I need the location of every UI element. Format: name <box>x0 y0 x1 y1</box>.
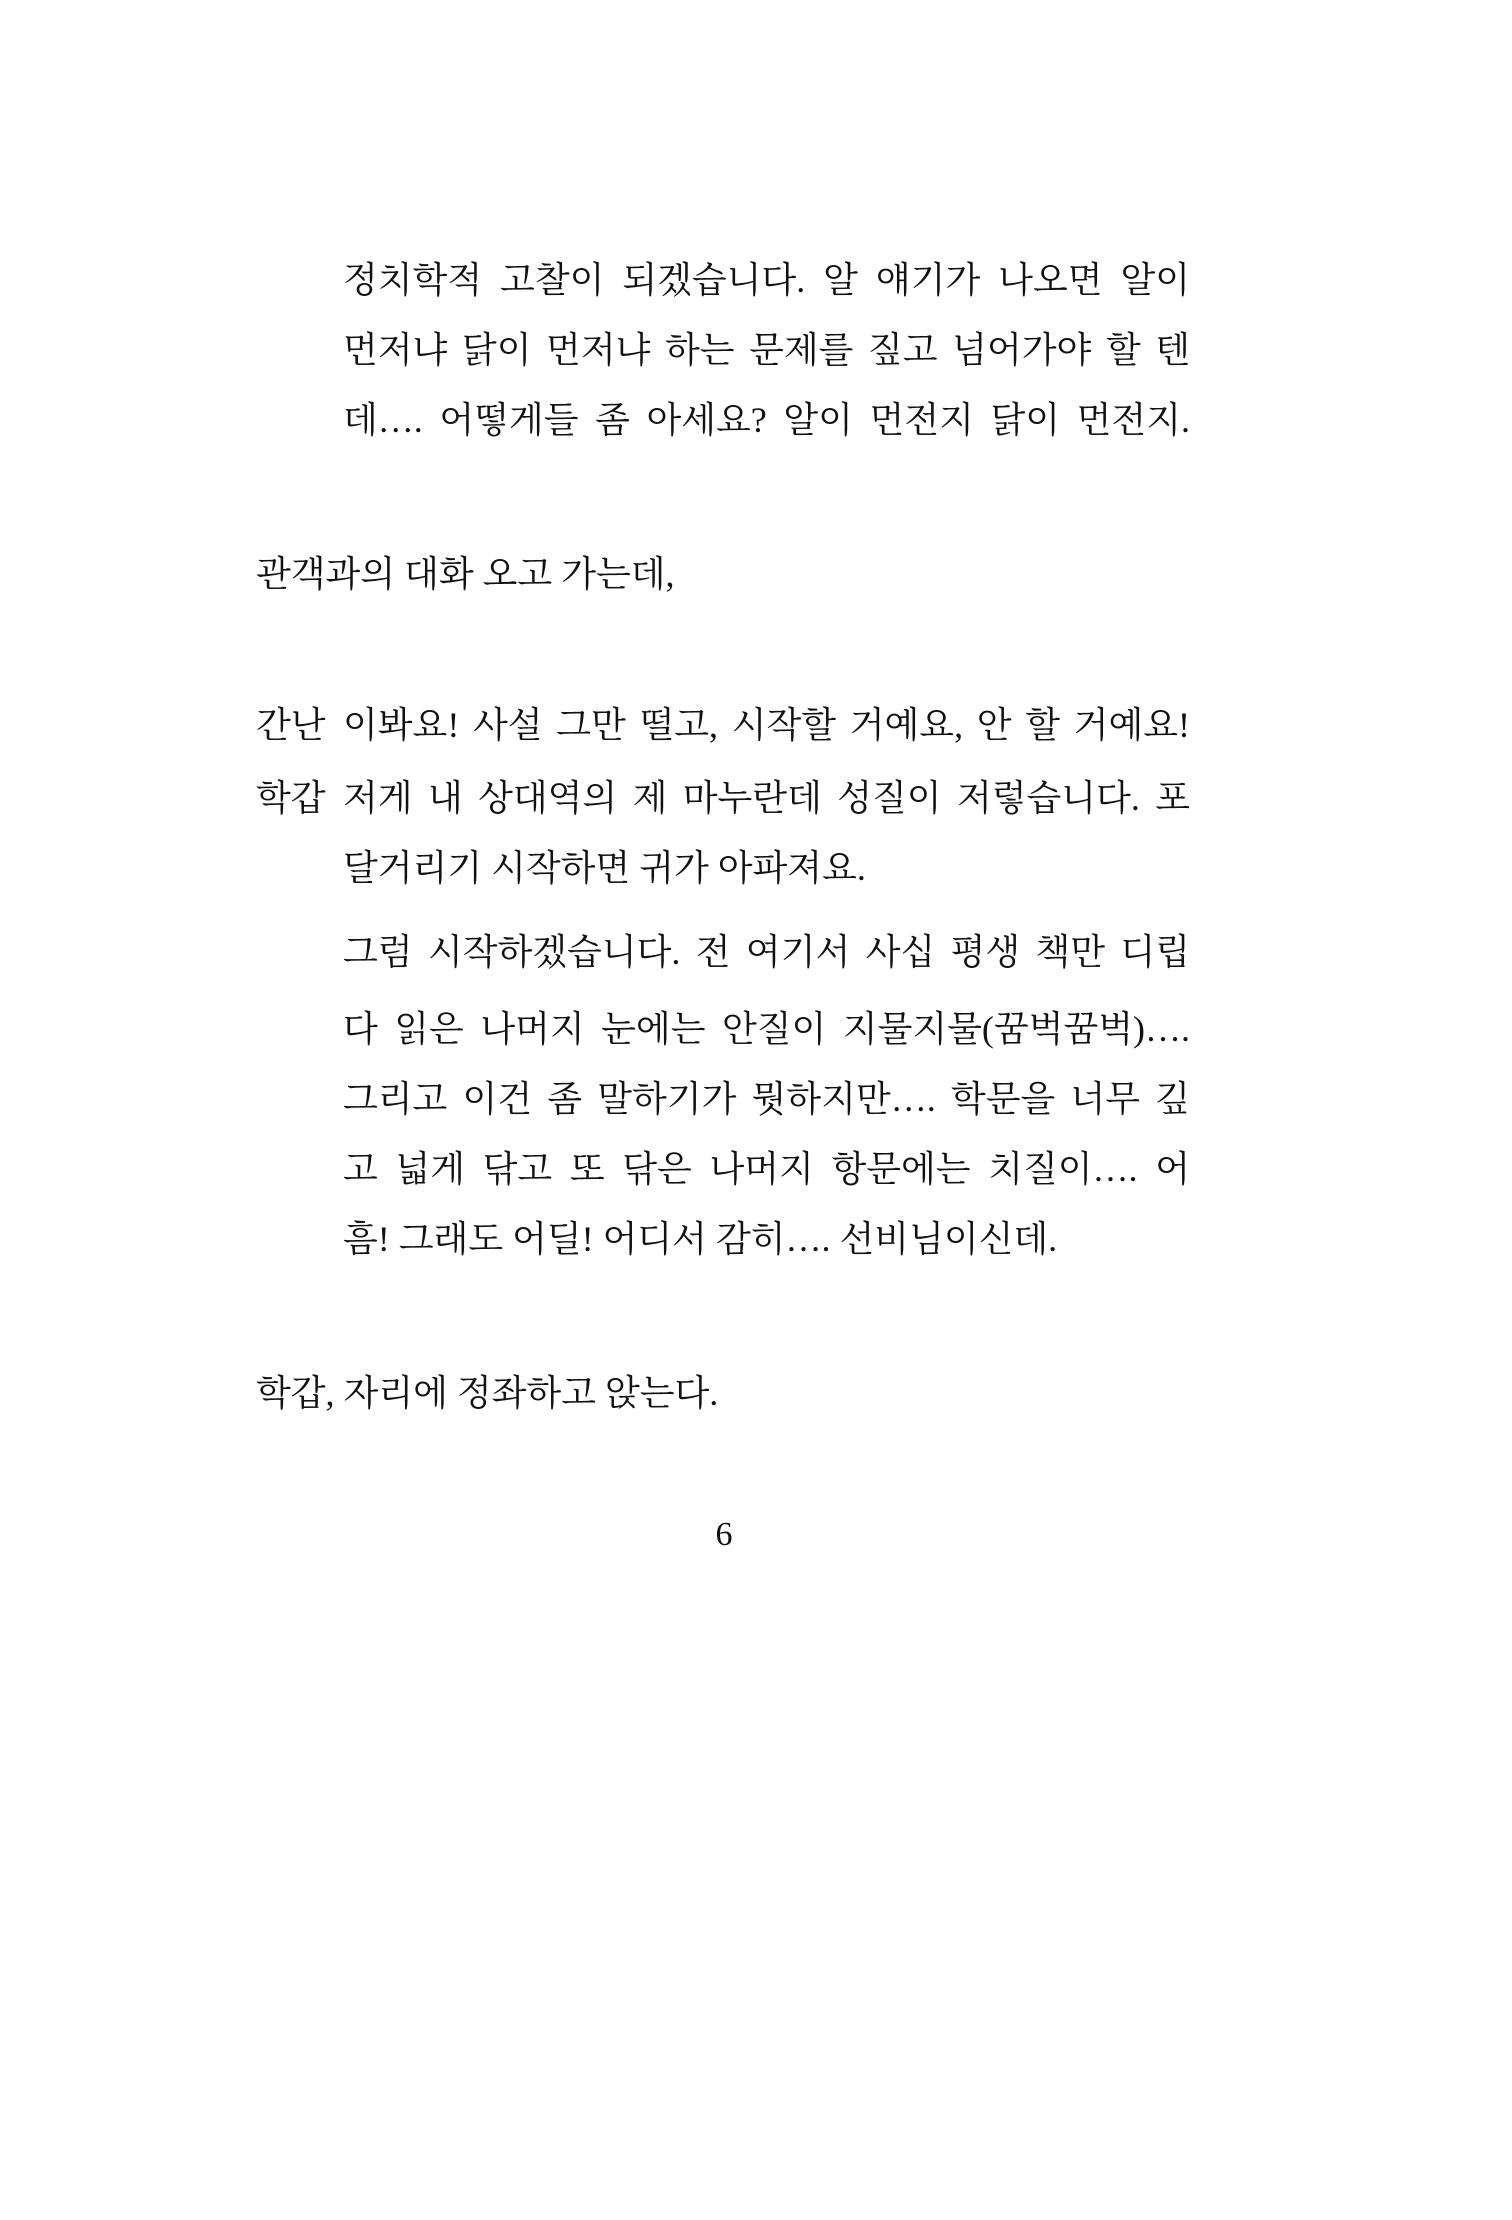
dialogue-line: 고 넓게 닦고 또 닦은 나머지 항문에는 치질이…. 어 <box>343 1149 1190 1189</box>
stage-direction: 관객과의 대화 오고 가는데, <box>256 554 675 594</box>
dialogue-line: 달거리기 시작하면 귀가 아파져요. <box>343 848 866 888</box>
dialogue-line: 그리고 이건 좀 말하기가 뭣하지만…. 학문을 너무 깊 <box>343 1079 1190 1119</box>
dialogue-line: 흠! 그래도 어딜! 어디서 감히…. 선비님이신데. <box>343 1219 1058 1259</box>
dialogue-line: 저게 내 상대역의 제 마누란데 성질이 저렇습니다. 포 <box>343 778 1190 818</box>
stage-direction: 학갑, 자리에 정좌하고 앉는다. <box>256 1373 719 1413</box>
text-line: 먼저냐 닭이 먼저냐 하는 문제를 짚고 넘어가야 할 텐 <box>343 330 1190 370</box>
speaker-name: 간난 <box>256 705 326 745</box>
text-line: 데…. 어떻게들 좀 아세요? 알이 먼전지 닭이 먼전지. <box>343 400 1190 440</box>
page-number: 6 <box>715 1516 733 1553</box>
dialogue-line: 이봐요! 사설 그만 떨고, 시작할 거예요, 안 할 거예요! <box>343 705 1190 745</box>
dialogue-line: 다 읽은 나머지 눈에는 안질이 지물지물(꿈벅꿈벅)…. <box>343 1009 1190 1049</box>
text-line: 정치학적 고찰이 되겠습니다. 알 얘기가 나오면 알이 <box>343 260 1190 300</box>
dialogue-line: 그럼 시작하겠습니다. 전 여기서 사십 평생 책만 디립 <box>343 932 1190 972</box>
speaker-name: 학갑 <box>256 778 326 818</box>
